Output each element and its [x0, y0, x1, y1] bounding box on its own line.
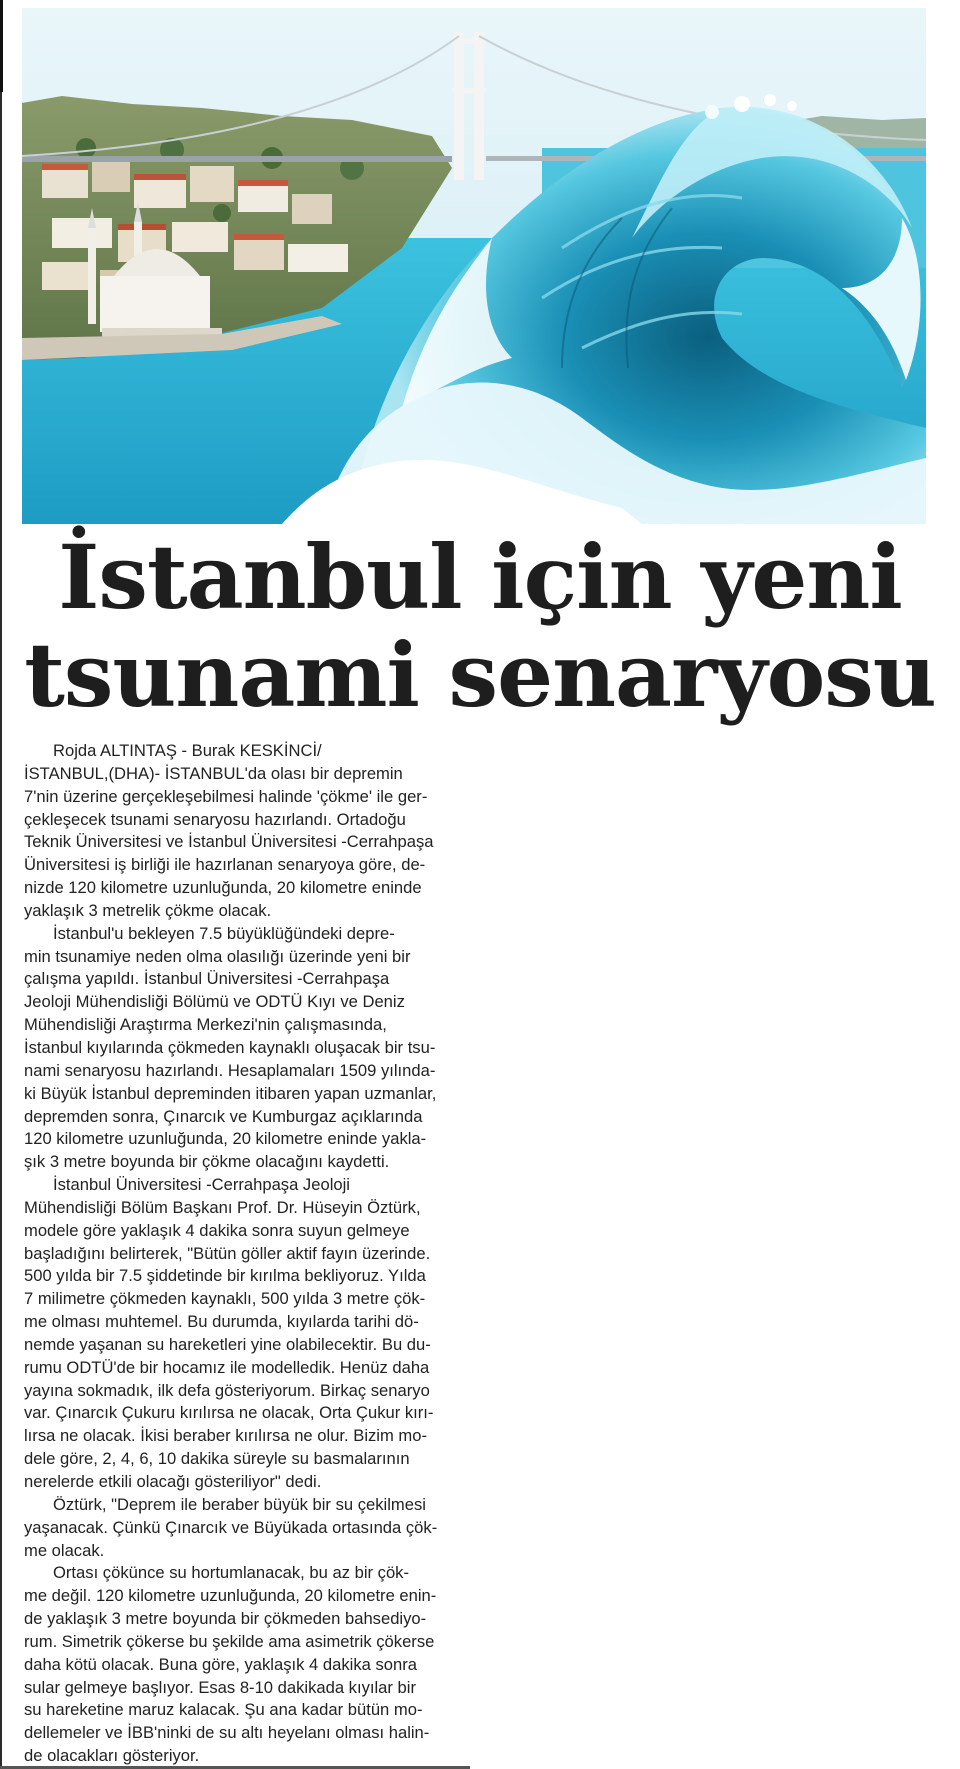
scan-edge-left: [0, 0, 2, 1769]
article-line: daha kötü olacak. Buna göre, yaklaşık 4 dakika sonra: [24, 1654, 417, 1674]
tsunami-photo: [22, 8, 926, 524]
article-line: şık 3 metre boyunda bir çökme olacağını kaydetti.: [24, 1152, 390, 1172]
article-line: nizde 120 kilometre uzunluğunda, 20 kilometre eninde: [24, 878, 422, 898]
article-line: me olması muhtemel. Bu durumda, kıyılarda tarihi dö-: [24, 1312, 419, 1332]
article-line: de yaklaşık 3 metre boyunda bir çökmeden bahsediyo-: [24, 1609, 427, 1629]
headline: [0, 525, 960, 727]
article-line: Üniversitesi iş birliği ile hazırlanan senaryoya göre, de-: [24, 855, 426, 875]
istanbul-tsunami-illustration: [22, 8, 926, 524]
article-line: min tsunamiye neden olma olasılığı üzerinde yeni bir: [24, 946, 411, 966]
article-line: 7'nin üzerine gerçekleşebilmesi halinde 'çökme' ile ger-: [24, 786, 428, 806]
article-line: var. Çınarcık Çukuru kırılırsa ne olacak, Orta Çukur kırı-: [24, 1403, 434, 1423]
article-line: modele göre yaklaşık 4 dakika sonra suyun gelmeye: [24, 1220, 410, 1240]
article-line: yayına sokmadık, ilk defa gösteriyorum. Birkaç senaryo: [24, 1380, 430, 1400]
article-line: lırsa ne olacak. İkisi beraber kırılırsa ne olur. Bizim mo-: [24, 1426, 427, 1446]
article-line: İstanbul Üniversitesi -Cerrahpaşa Jeoloji: [53, 1175, 350, 1195]
scan-edge-notch: [0, 0, 3, 92]
article-line: 500 yılda bir 7.5 şiddetinde bir kırılma bekliyoruz. Yılda: [24, 1266, 426, 1286]
article-line: Rojda ALTINTAŞ - Burak KESKİNCİ/: [53, 741, 322, 760]
article-line: rumu ODTÜ'de bir hocamız ile modelledik. Henüz daha: [24, 1357, 430, 1377]
article-line: başladığını belirterek, "Bütün göller aktif fayın üzerinde.: [24, 1243, 431, 1263]
article-line: rum. Simetrik çökerse bu şekilde ama asimetrik çökerse: [24, 1631, 435, 1651]
article-line: depremden sonra, Çınarcık ve Kumburgaz açıklarında: [24, 1106, 423, 1126]
article-line: yaşanacak. Çünkü Çınarcık ve Büyükada ortasında çök-: [24, 1517, 438, 1537]
article-line: Teknik Üniversitesi ve İstanbul Üniversitesi -Cerrahpaşa: [24, 832, 434, 852]
article-line: Jeoloji Mühendisliği Bölümü ve ODTÜ Kıyı ve Deniz: [24, 992, 405, 1012]
article-line: me olacak.: [24, 1540, 105, 1560]
headline-line-2: tsunami senaryosu: [24, 623, 936, 727]
article-line: 7 milimetre çökmeden kaynaklı, 500 yılda 3 metre çök-: [24, 1289, 426, 1309]
article-line: nerelerde etkili olacağı gösteriliyor" dedi.: [24, 1472, 322, 1491]
article-line: İstanbul kıyılarında çökmeden kaynaklı oluşacak bir tsu-: [24, 1037, 436, 1057]
article-line: su hareketine maruz kalacak. Şu ana kadar bütün mo-: [24, 1700, 423, 1720]
article-line: nemde yaşanan su hareketleri yine olabilecektir. Bu du-: [24, 1334, 431, 1354]
article-line: dele göre, 2, 4, 6, 10 dakika süreyle su basmalarının: [24, 1449, 410, 1469]
article-line: de olacakları gösteriyor.: [24, 1746, 200, 1766]
article-line: nami senaryosu hazırlandı. Hesaplamaları 1509 yılında-: [24, 1060, 436, 1080]
article-line: sular gelmeye başlıyor. Esas 8-10 dakikada kıyılar bir: [24, 1677, 416, 1697]
article-line: çekleşecek tsunami senaryosu hazırlandı. Ortadoğu: [24, 809, 406, 829]
article-line: me değil. 120 kilometre uzunluğunda, 20 kilometre enin-: [24, 1586, 437, 1606]
article-line: Mühendisliği Bölüm Başkanı Prof. Dr. Hüseyin Öztürk,: [24, 1197, 421, 1217]
article-line: İSTANBUL,(DHA)- İSTANBUL'da olası bir depremin: [24, 763, 403, 783]
article-line: yaklaşık 3 metrelik çökme olacak.: [24, 900, 272, 920]
headline-line-1: İstanbul için yeni: [58, 525, 902, 629]
article-line: dellemeler ve İBB'ninki de su altı heyelanı olması halin-: [24, 1723, 430, 1743]
article-line: Öztürk, "Deprem ile beraber büyük bir su çekilmesi: [53, 1494, 426, 1514]
article-line: ki Büyük İstanbul depreminden itibaren yapan uzmanlar,: [24, 1083, 437, 1103]
article-line: Mühendisliği Araştırma Merkezi'nin çalışmasında,: [24, 1015, 387, 1035]
article-body: [24, 740, 466, 1768]
article-line: Ortası çökünce su hortumlanacak, bu az bir çök-: [53, 1563, 410, 1583]
article-line: çalışma yapıldı. İstanbul Üniversitesi -Cerrahpaşa: [24, 969, 390, 989]
article-line: İstanbul'u bekleyen 7.5 büyüklüğündeki depre-: [53, 923, 395, 943]
article-line: 120 kilometre uzunluğunda, 20 kilometre eninde yakla-: [24, 1129, 427, 1149]
